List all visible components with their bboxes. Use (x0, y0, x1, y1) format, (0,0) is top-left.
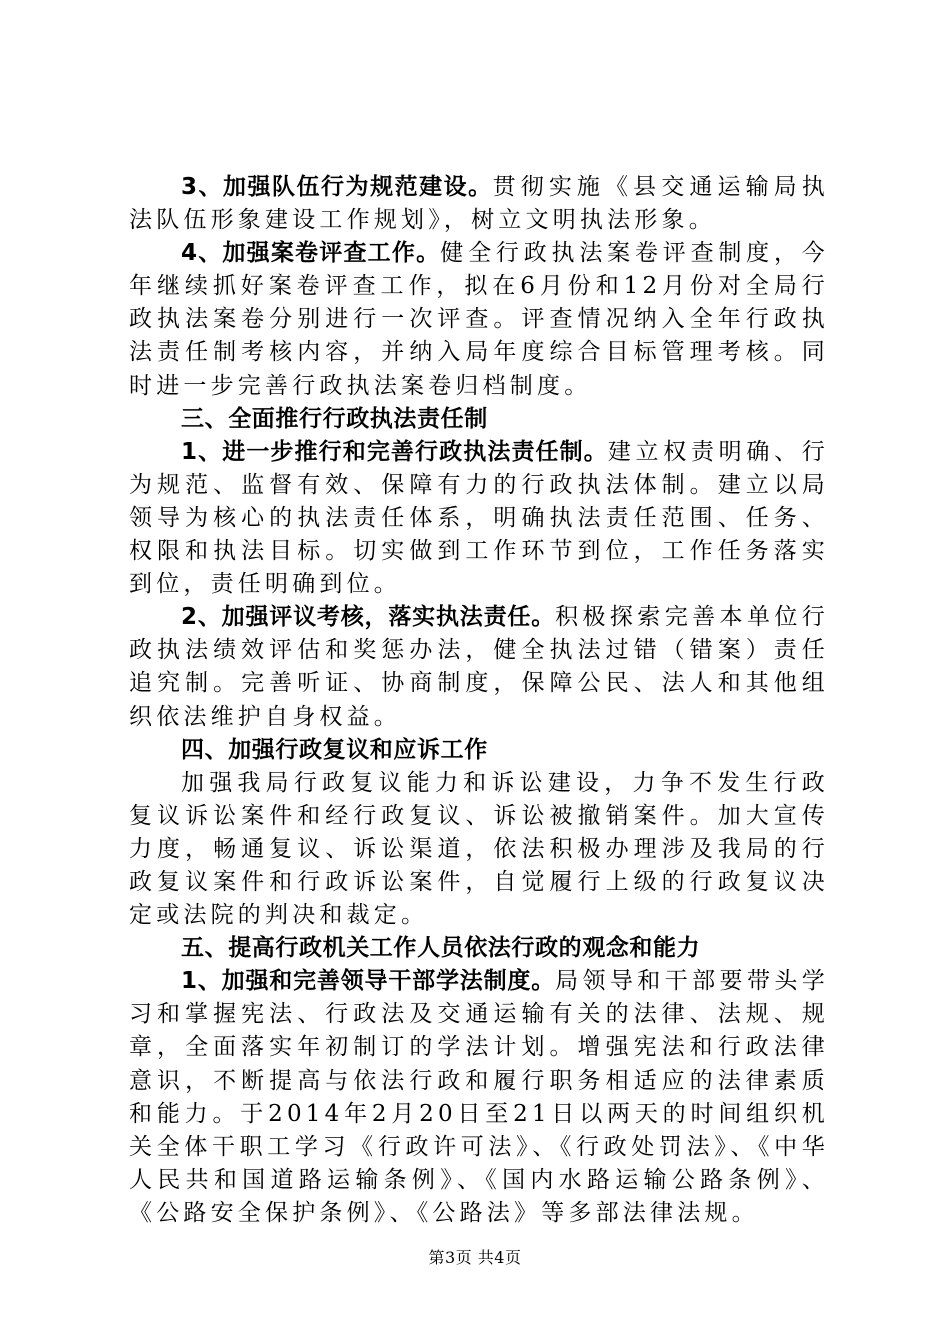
section-heading-3: 三、全面推行行政执法责任制 (181, 405, 488, 432)
paragraph-lead: 3、加强队伍行为规范建设。 (181, 174, 493, 200)
section-heading-5: 五、提高行政机关工作人员依法行政的观念和能力 (181, 935, 701, 962)
paragraph-text: 健全行政执法案卷评查制度，今年继续抓好案卷评查工作，拟在6月份和12月份对全局行政执法案卷分别进行一次评查。评查情况纳入全年行政执法责任制考核内容，并纳入局年度综合目标管理考核。同时进一步完善行政执法案卷归档制度。 (129, 240, 829, 399)
paragraph-text: 局领导和干部要带头学习和掌握宪法、行政法及交通运输有关的法律、法规、规章，全面落实年初制订的学法计划。增强宪法和行政法律意识，不断提高与依法行政和履行职务相适应的法律素质和能力。于2014年2月20日至21日以两天的时间组织机关全体干职工学习《行政许可法》、《行政处罚法》、《中华人民共和国道路运输条例》、《国内水路运输公路条例》、《公路安全保护条例》、《公路法》等多部法律法规。 (129, 968, 830, 1226)
section-heading-4: 四、加强行政复议和应诉工作 (181, 736, 488, 763)
paragraph-responsibility-system (129, 436, 829, 601)
paragraph-study-system (129, 965, 829, 1230)
paragraph-lead: 1、进一步推行和完善行政执法责任制。 (181, 438, 608, 465)
paragraph-evaluation (129, 601, 829, 733)
paragraph-reconsideration: 加强我局行政复议能力和诉讼建设，力争不发生行政复议诉讼案件和经行政复议、诉讼被撤销案件。加大宣传力度，畅通复议、诉讼渠道，依法积极办理涉及我局的行政复议案件和行政诉讼案件，自觉履行上级的行政复议决定或法院的判决和裁定。 (129, 769, 829, 929)
paragraph-team-conduct (129, 171, 829, 237)
page-footer: 第3页 共4页 (428, 1248, 522, 1267)
paragraph-lead: 2、加强评议考核，落实执法责任。 (181, 604, 556, 631)
paragraph-case-review (129, 237, 829, 402)
paragraph-text: 贯彻实施《县交通运输局执法队伍形象建设工作规划》，树立文明执法形象。 (129, 174, 829, 234)
paragraph-lead: 1、加强和完善领导干部学法制度。 (181, 968, 556, 995)
paragraph-text: 建立权责明确、行为规范、监督有效、保障有力的行政执法体制。建立以局领导为核心的执法责任体系，明确执法责任范围、任务、权限和执法目标。切实做到工作环节到位，工作任务落实到位，责任明确到位。 (129, 438, 829, 598)
document-body (129, 171, 829, 1230)
paragraph-lead: 4、加强案卷评查工作。 (181, 240, 441, 267)
paragraph-text: 积极探索完善本单位行政执法绩效评估和奖惩办法，健全执法过错（错案）责任追究制。完善听证、协商制度，保障公民、法人和其他组织依法维护自身权益。 (129, 604, 830, 730)
